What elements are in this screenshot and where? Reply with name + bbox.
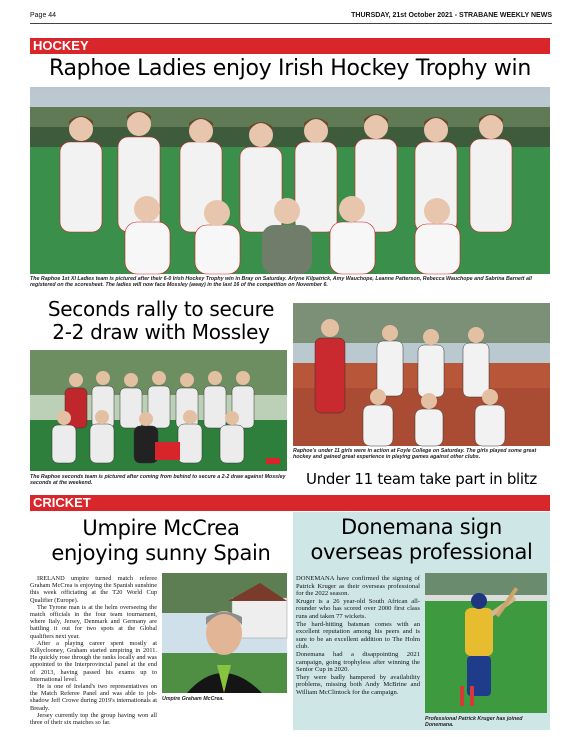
umpire-photo-caption: Umpire Graham McCrea. [162, 696, 224, 702]
donemana-paragraph-1: DONEMANA have confirmed the signing of Patrick Kruger as their overseas professional for the 2022 season. [296, 575, 420, 598]
donemana-paragraph-3: The hard-hitting batsman comes with an excellent reputation among his peers and is sure to be an excellent addition to The Holm club. [296, 620, 420, 651]
ladies-photo-caption: The Raphoe 1st XI Ladies team is pictured after their 6-0 Irish Hockey Trophy win in Bray on Saturday. Arlyne Kilpatrick, Amy Wauchope, Leanne Patterson, Rebecca Wauchope and Sabrina Barnett all registered on the scoresheet. The ladies will now face Mossley (away) in the last 16 of the competition on November 6. [30, 276, 532, 289]
section-bar-cricket: CRICKET [30, 495, 550, 511]
u11-photo-caption: Raphoe's under 11 girls were in action at Foyle College on Saturday. The girls played some great hockey and gained great experience in playing games against other clubs. [293, 448, 537, 461]
donemana-paragraph-2: Kruger is a 26 year-old South African all-rounder who has scored over 2000 first class runs and taken 77 wickets. [296, 597, 420, 620]
umpire-paragraph-4: He is one of Ireland's two representatives on the Match Referee Panel and was able to job-shadow Jeff Crowe during 2019's internationals at Bready. [30, 683, 157, 712]
seconds-photo-caption: The Raphoe seconds team is pictured after coming from behind to secure a 2-2 draw against Mossley seconds at the weekend. [30, 474, 286, 487]
dateline: THURSDAY, 21st October 2021 - STRABANE WEEKLY NEWS [351, 12, 552, 19]
umpire-headline-line-1: Umpire McCrea [82, 516, 240, 540]
umpire-paragraph-2: The Tyrone man is at the helm overseeing the match officials in the four team tournament, where Italy, Jersey, Denmark and Germany are battling it out for two spots at the Global qualifiers next year. [30, 603, 157, 640]
page-number: Page 44 [30, 12, 57, 19]
seconds-team-photo [30, 350, 287, 471]
umpire-article-body [30, 575, 157, 727]
ladies-team-photo-illustration [30, 87, 550, 274]
section-bar-hockey: HOCKEY [30, 38, 550, 54]
umpire-paragraph-5: Jersey currently top the group having won all three of their six matches so far. [30, 711, 157, 727]
seconds-headline [30, 298, 292, 344]
umpire-paragraph-1: IRELAND umpire turned match referee Graham McCrea is enjoying the Spanish sunshine this week officiating at the T20 World Cup Qualifier (Europe). [30, 575, 157, 604]
donemana-paragraph-4: Donemana had a disappointing 2021 campaign, going trophyless after winning the Senior Cup in 2020. [296, 650, 420, 674]
donemana-article-body [296, 575, 420, 725]
kruger-photo-caption: Professional Patrick Kruger has joined Donemana. [425, 716, 523, 729]
page-header [30, 12, 552, 24]
umpire-photo-illustration [162, 573, 287, 693]
umpire-paragraph-3: After a playing career spent mostly at Killyclooney, Graham started umpiring in 2011. He quickly rose through the ranks locally and was appointed to the Interprovincial panel at the end of 2013, having passed his exams up to International level. [30, 639, 157, 683]
umpire-photo [162, 573, 287, 693]
donemana-headline-line-1: Donemana sign [341, 515, 502, 539]
u11-team-photo-illustration [293, 303, 550, 446]
donemana-headline-line-2: overseas professional [310, 540, 533, 564]
umpire-headline [30, 516, 292, 566]
donemana-headline [293, 515, 550, 565]
hockey-headline: Raphoe Ladies enjoy Irish Hockey Trophy win [49, 56, 531, 81]
seconds-headline-line-1: Seconds rally to secure [47, 297, 275, 321]
u11-headline: Under 11 team take part in blitz [306, 470, 537, 488]
ladies-team-photo [30, 87, 550, 274]
kruger-photo-illustration [425, 573, 547, 713]
u11-team-photo [293, 303, 550, 446]
seconds-team-photo-illustration [30, 350, 287, 471]
seconds-headline-line-2: 2-2 draw with Mossley [52, 320, 270, 344]
donemana-paragraph-5: They were badly hampered by availability problems, missing both Andy McBrine and William McClintock for the campaign. [296, 673, 420, 696]
kruger-photo [425, 573, 547, 713]
umpire-headline-line-2: enjoying sunny Spain [51, 541, 271, 565]
